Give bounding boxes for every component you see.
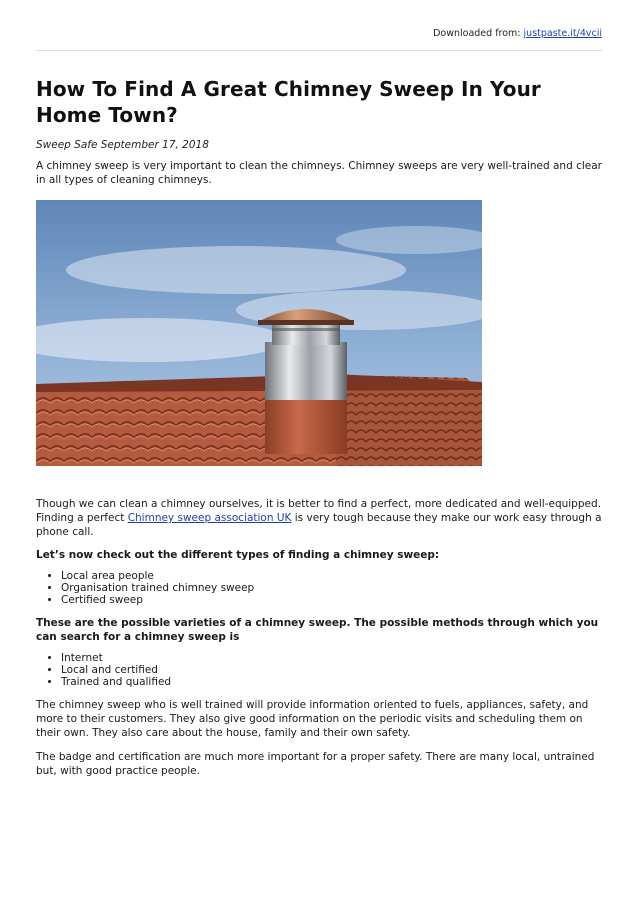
types-list bbox=[36, 570, 602, 606]
paragraph-3: The chimney sweep who is well trained will provide information oriented to fuels, appliances, safety, and more to their customers. They also give good information on the periodic visits and scheduling them on their own. They also care about the house, family and their own safety. bbox=[36, 699, 589, 739]
paragraph-4: The badge and certification are much more important for a proper safety. There are many local, untrained but, with good practice people. bbox=[36, 751, 595, 777]
byline: Sweep Safe September 17, 2018 bbox=[36, 139, 209, 151]
p2-text-after: is very tough because they make our work easy through a phone call. bbox=[36, 512, 602, 538]
list-item: • Internet bbox=[61, 652, 602, 664]
download-label: Downloaded from: bbox=[433, 28, 524, 39]
source-link[interactable]: justpaste.it/4vcii bbox=[523, 28, 602, 39]
chimney-association-link[interactable]: Chimney sweep association UK bbox=[127, 512, 292, 524]
page-header bbox=[36, 0, 602, 51]
intro-paragraph: A chimney sweep is very important to clean the chimneys. Chimney sweeps are very well-trained and clear in all types of cleaning chimneys. bbox=[36, 160, 602, 186]
p2-text-before: Though we can clean a chimney ourselves, it is better to find a perfect, more dedicated and well-equipped. Finding a perfect bbox=[36, 498, 601, 524]
types-heading: Let’s now check out the different types of finding a chimney sweep: bbox=[36, 549, 440, 561]
article bbox=[36, 76, 602, 778]
list-item: • Local and certified bbox=[61, 664, 602, 676]
chimney-roof-image bbox=[36, 200, 482, 466]
paragraph-2 bbox=[36, 497, 602, 539]
article-title: How To Find A Great Chimney Sweep In Your Home Town? bbox=[36, 77, 541, 127]
methods-heading: These are the possible varieties of a chimney sweep. The possible methods through which you can search for a chimney sweep is bbox=[36, 617, 599, 643]
methods-list bbox=[36, 652, 602, 688]
list-item: • Local area people bbox=[61, 570, 602, 582]
list-item: • Certified sweep bbox=[61, 594, 602, 606]
list-item: • Trained and qualified bbox=[61, 676, 602, 688]
download-source bbox=[433, 28, 602, 39]
list-item: • Organisation trained chimney sweep bbox=[61, 582, 602, 594]
